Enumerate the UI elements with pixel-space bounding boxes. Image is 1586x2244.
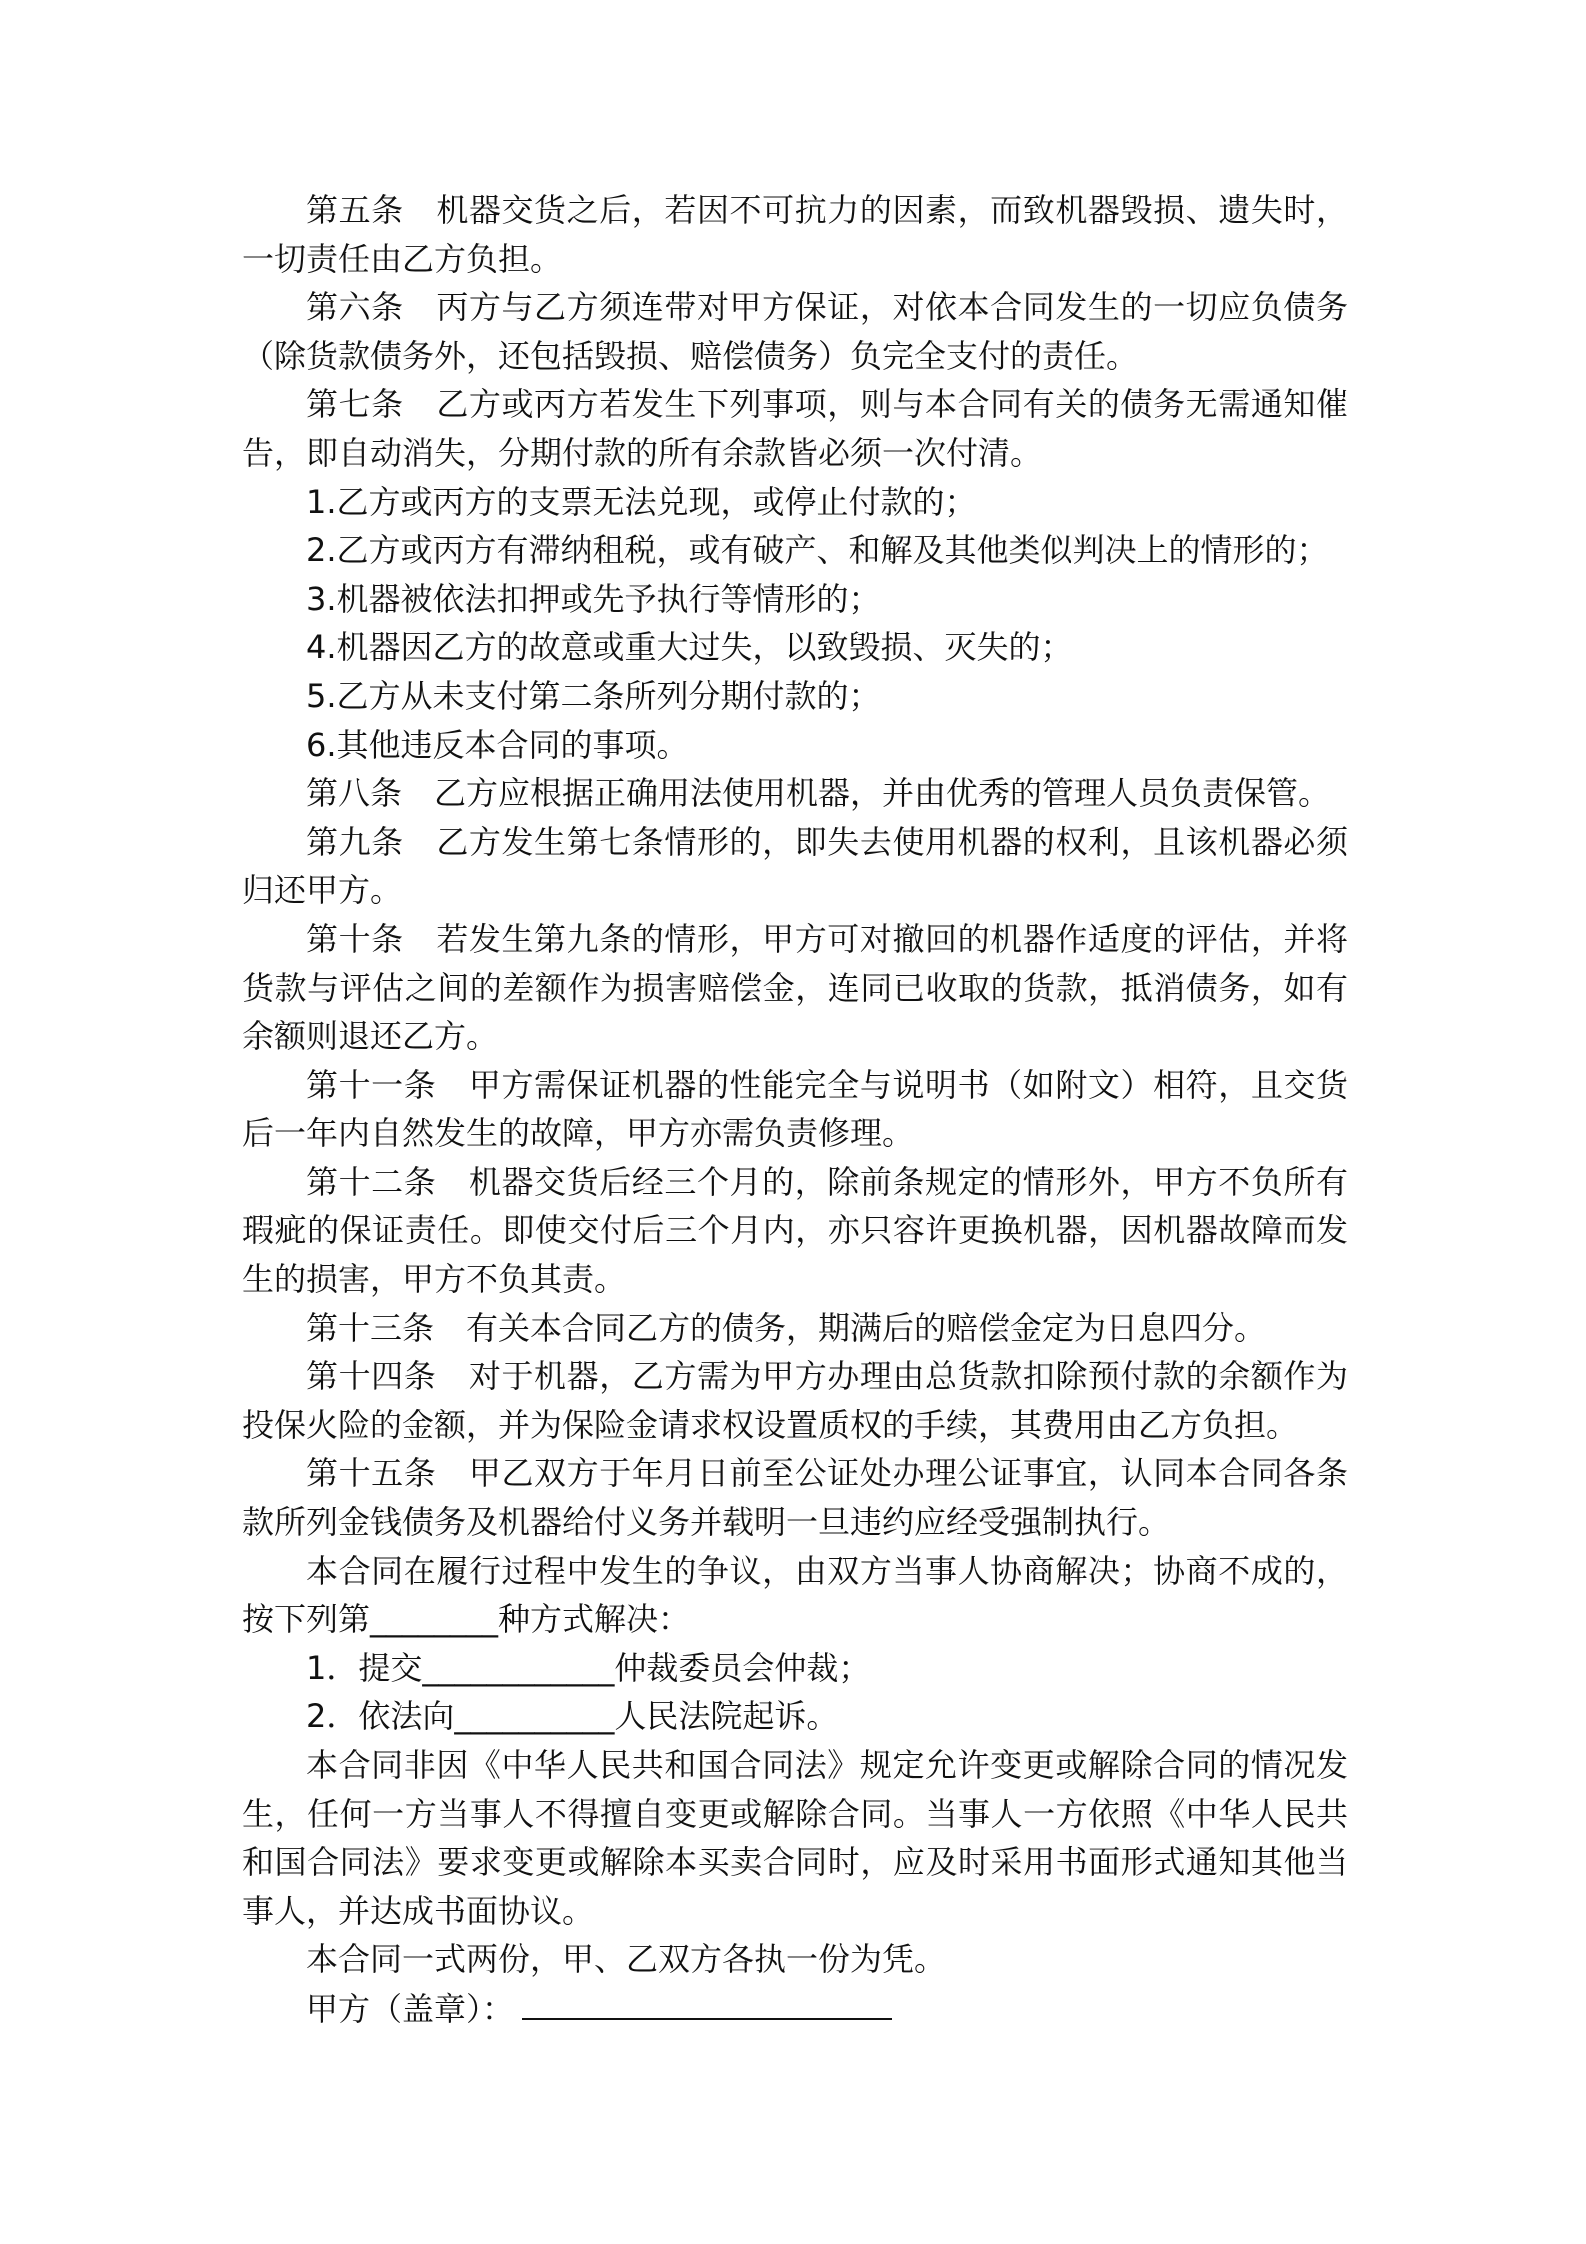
contract-page <box>242 186 1348 2034</box>
clause-7-item-2: 2.乙方或丙方有滞纳租税，或有破产、和解及其他类似判决上的情形的； <box>306 531 1329 570</box>
clause-7: 第七条 乙方或丙方若发生下列事项，则与本合同有关的债务无需通知催告，即自动消失，分期付款的所有余款皆必须一次付清。 <box>242 385 1348 472</box>
party-a-seal-label: 甲方（盖章）： <box>306 1989 515 2028</box>
clause-5: 第五条 机器交货之后，若因不可抗力的因素，而致机器毁损、遗失时，一切责任由乙方负担。 <box>242 191 1348 278</box>
clause-15: 第十五条 甲乙双方于年月日前至公证处办理公证事宜，认同本合同各条款所列金钱债务及机器给付义务并载明一旦违约应经受强制执行。 <box>242 1454 1348 1542</box>
dispute-option-1: 1．提交____________仲裁委员会仲裁； <box>306 1648 871 1687</box>
clause-6: 第六条 丙方与乙方须连带对甲方保证，对依本合同发生的一切应负债务（除货款债务外，还包括毁损、赔偿债务）负完全支付的责任。 <box>242 288 1348 375</box>
clause-7-item-1: 1.乙方或丙方的支票无法兑现，或停止付款的； <box>306 482 977 521</box>
clause-9: 第九条 乙方发生第七条情形的，即失去使用机器的权利，且该机器必须归还甲方。 <box>242 822 1348 910</box>
modification-clause: 本合同非因《中华人民共和国合同法》规定允许变更或解除合同的情况发生，任何一方当事人不得擅自变更或解除合同。当事人一方依照《中华人民共和国合同法》要求变更或解除本买卖合同时，应及时采用书面形式通知其他当事人，并达成书面协议。 <box>242 1746 1348 1930</box>
clause-13: 第十三条 有关本合同乙方的债务，期满后的赔偿金定为日息四分。 <box>306 1308 1267 1347</box>
dispute-option-2: 2．依法向__________人民法院起诉。 <box>306 1697 839 1736</box>
clause-7-item-6: 6.其他违反本合同的事项。 <box>306 725 689 764</box>
clause-7-item-3: 3.机器被依法扣押或先予执行等情形的； <box>306 579 881 618</box>
dispute-resolution: 本合同在履行过程中发生的争议，由双方当事人协商解决；协商不成的，按下列第________种方式解决： <box>242 1551 1348 1639</box>
clause-12: 第十二条 机器交货后经三个月的，除前条规定的情形外，甲方不负所有瑕疵的保证责任。即使交付后三个月内，亦只容许更换机器，因机器故障而发生的损害，甲方不负其责。 <box>242 1162 1348 1299</box>
clause-8: 第八条 乙方应根据正确用法使用机器，并由优秀的管理人员负责保管。 <box>306 774 1331 813</box>
party-a-seal-blank[interactable] <box>522 1984 892 2020</box>
clause-14: 第十四条 对于机器，乙方需为甲方办理由总货款扣除预付款的余额作为投保火险的金额，并为保险金请求权设置质权的手续，其费用由乙方负担。 <box>242 1357 1348 1444</box>
clause-10: 第十条 若发生第九条的情形，甲方可对撤回的机器作适度的评估，并将货款与评估之间的差额作为损害赔偿金，连同已收取的货款，抵消债务，如有余额则退还乙方。 <box>242 919 1348 1056</box>
party-a-signature-line <box>242 1984 1348 2034</box>
clause-11: 第十一条 甲方需保证机器的性能完全与说明书（如附文）相符，且交货后一年内自然发生的故障，甲方亦需负责修理。 <box>242 1065 1348 1153</box>
clause-7-item-5: 5.乙方从未支付第二条所列分期付款的； <box>306 676 881 715</box>
copies-clause: 本合同一式两份，甲、乙双方各执一份为凭。 <box>306 1940 947 1979</box>
clause-7-item-4: 4.机器因乙方的故意或重大过失，以致毁损、灭失的； <box>306 628 1073 667</box>
